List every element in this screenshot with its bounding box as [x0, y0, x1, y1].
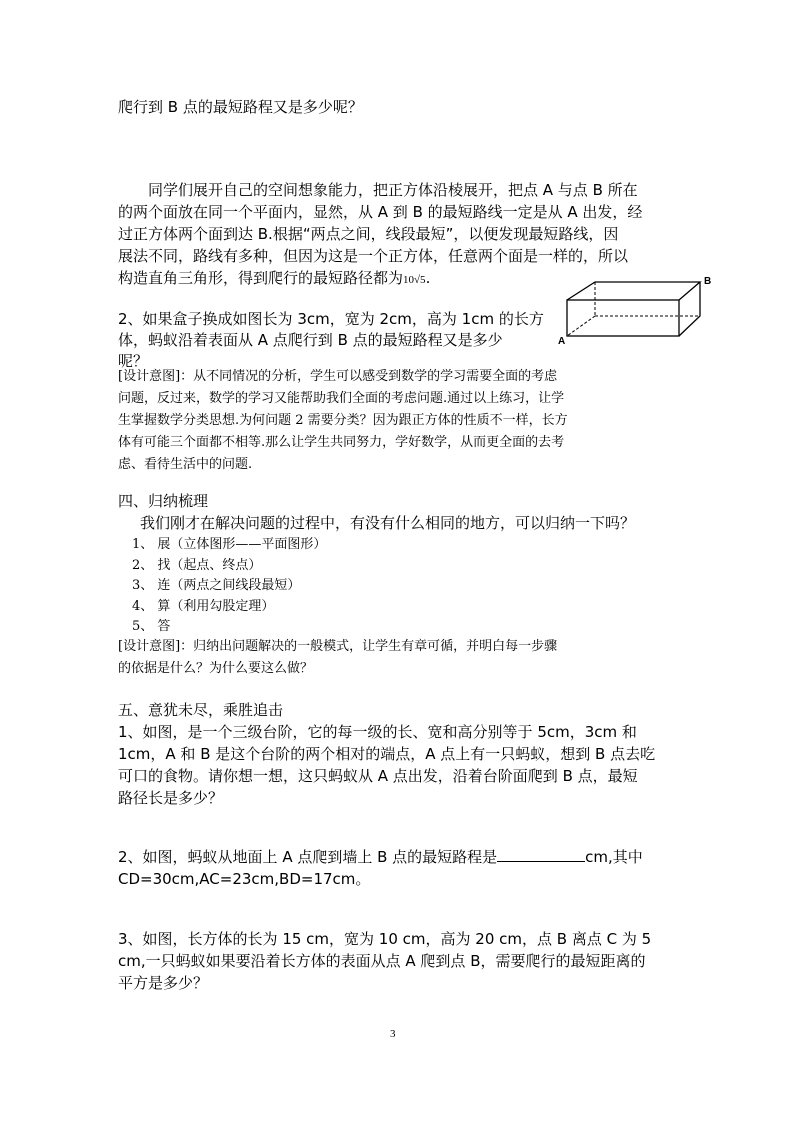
design-intent-2	[118, 636, 557, 680]
step-item: 1、 展（立体图形——平面图形）	[132, 537, 327, 552]
problem-1-line-3: 可口的食物。请你想一想，这只蚂蚁从 A 点出发，沿着台阶面爬到 B 点，最短	[118, 767, 638, 785]
page-number: 3	[390, 1028, 396, 1040]
section-4-question: 我们刚才在解决问题的过程中，有没有什么相同的地方，可以归纳一下吗？	[140, 514, 636, 532]
step-item: 2、 找（起点、终点）	[132, 557, 262, 573]
design-intent-2-line-1: [设计意图]：归纳出问题解决的一般模式，让学生有章可循，并明白每一步骤	[118, 639, 558, 654]
question-2-line-2: 体，蚂蚁沿着表面从 A 点爬行到 B 点的最短路程又是多少	[118, 331, 503, 349]
problem-3-line-3: 平方是多少？	[118, 974, 209, 992]
step-item: 3、 连（两点之间线段最短）	[132, 578, 301, 593]
design-intent-1-line-1: [设计意图]：从不同情况的分析，学生可以感受到数学的学习需要全面的考虑	[118, 369, 558, 384]
text-line-top: 爬行到 B 点的最短路程又是多少呢？	[118, 98, 363, 116]
design-intent-1-line-4: 体有可能三个面都不相等.那么让学生共同努力，学好数学，从而更全面的去考	[118, 435, 565, 450]
cuboid-right-face	[679, 282, 700, 336]
problem-3-line-2: cm,一只蚂蚁如果要沿着长方体的表面从点 A 爬到点 B，需要爬行的最短距离的	[118, 952, 646, 970]
design-intent-2-line-2: 的依据是什么？为什么要这么做？	[118, 661, 314, 676]
question-2-line-1: 2、如果盒子换成如图长为 3cm，宽为 2cm，高为 1cm 的长方	[118, 310, 544, 328]
cuboid-label-a: A	[558, 336, 566, 347]
problem-2-text: 2、如图，蚂蚁从地面上 A 点爬到墙上 B 点的最短路程是	[118, 848, 498, 866]
problem-2-line-2: CD=30cm,AC=23cm,BD=17cm。	[118, 870, 371, 888]
design-intent-1-line-3: 生掌握数学分类思想.为何问题 2 需要分类？因为跟正方体的性质不一样，长方	[118, 413, 568, 428]
explanation-line-5-end: .	[425, 269, 431, 287]
cuboid-top-face	[567, 282, 700, 300]
explanation-line-3: 过正方体两个面到达 B.根据“两点之间，线段最短”，以便发现最短路线，因	[118, 225, 619, 243]
problem-1-line-1: 1、如图，是一个三级台阶，它的每一级的长、宽和高分别等于 5cm，3cm 和	[118, 723, 637, 741]
problem-2-unit: cm,其中	[585, 848, 643, 866]
problem-1-line-2: 1cm，A 和 B 是这个台阶的两个相对的端点，A 点上有一只蚂蚁，想到 B 点去吃	[118, 745, 656, 763]
steps-list	[132, 535, 326, 638]
step-item: 5、 答	[132, 619, 171, 634]
section-4-heading: 四、归纳梳理	[118, 492, 209, 510]
cuboid-label-b: B	[704, 276, 712, 287]
question-2-line-3: 呢？	[118, 352, 149, 370]
explanation-line-5-text: 构造直角三角形，得到爬行的最短路径都为	[118, 269, 404, 287]
explanation-line-5	[118, 268, 430, 290]
cuboid-hidden-edge-depth	[567, 316, 595, 336]
step-item: 4、 算（利用勾股定理）	[132, 598, 275, 614]
explanation-line-1: 同学们展开自己的空间想象能力，把正方体沿棱展开，把点 A 与点 B 所在	[148, 181, 638, 199]
explanation-line-2: 的两个面放在同一个平面内，显然，从 A 到 B 的最短路线一定是从 A 出发，经	[118, 203, 643, 221]
cuboid-front-face	[567, 300, 679, 336]
design-intent-1-line-2: 问题，反过来，数学的学习又能帮助我们全面的考虑问题.通过以上练习，让学	[118, 391, 565, 406]
design-intent-1-line-5: 虑、看待生活中的问题.	[118, 457, 253, 472]
problem-2-line-1	[118, 847, 643, 867]
problem-1-line-4: 路径长是多少？	[118, 789, 224, 807]
shortest-path-formula: 10√5	[403, 274, 426, 286]
answer-blank	[497, 847, 585, 862]
explanation-line-4: 展法不同，路线有多种，但因为这是一个正方体，任意两个面是一样的，所以	[118, 247, 629, 265]
cuboid-diagram	[555, 270, 725, 350]
problem-3-line-1: 3、如图，长方体的长为 15 cm，宽为 10 cm，高为 20 cm，点 B 离点 C 为 5	[118, 930, 652, 948]
design-intent-1	[118, 366, 568, 476]
section-5-heading: 五、意犹未尽，乘胜追击	[118, 701, 284, 719]
